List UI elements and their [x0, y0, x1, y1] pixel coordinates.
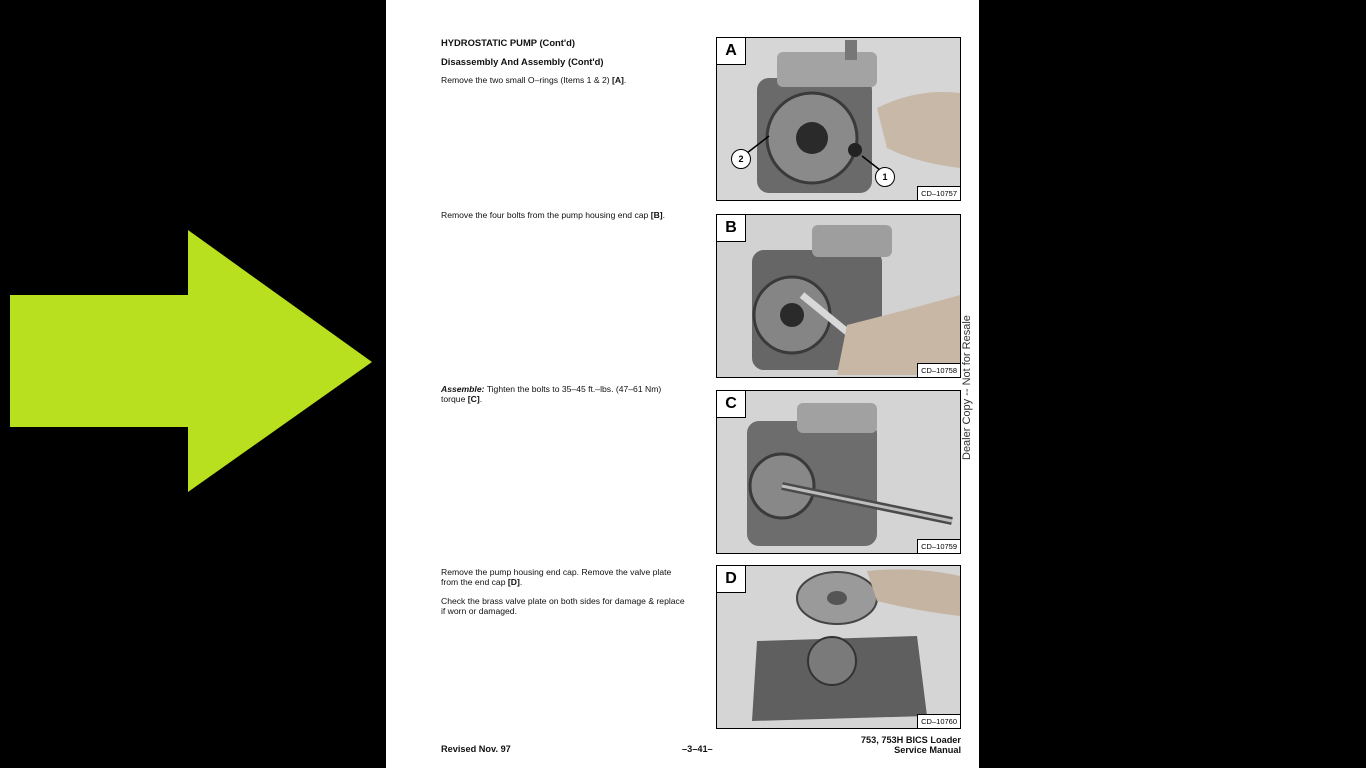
page-number: –3–41– [682, 744, 713, 754]
step-d-text: Remove the pump housing end cap. Remove the valve plate from the end cap [D]. [441, 567, 672, 587]
step-a-text: Remove the two small O–rings (Items 1 & 2) [A]. [441, 75, 627, 85]
callout-1: 1 [875, 167, 895, 187]
pump-photo-b [717, 215, 960, 377]
figure-letter: D [717, 566, 746, 593]
pump-photo-c [717, 391, 960, 553]
figure-code: CD–10758 [917, 363, 960, 377]
figure-letter: A [717, 38, 746, 65]
step-d-check-text: Check the brass valve plate on both sides for damage & replace if worn or damaged. [441, 596, 685, 616]
green-arrow-icon [0, 0, 386, 768]
callout-2: 2 [731, 149, 751, 169]
step-b-text: Remove the four bolts from the pump housing end cap [B]. [441, 210, 666, 220]
section-subtitle: Disassembly And Assembly (Cont'd) [441, 56, 604, 67]
pump-photo-a [717, 38, 960, 200]
figure-letter: C [717, 391, 746, 418]
manual-name: Service Manual [894, 745, 961, 755]
watermark: Dealer Copy -- Not for Resale [961, 315, 973, 460]
section-title: HYDROSTATIC PUMP (Cont'd) [441, 37, 575, 48]
step-c-text: Assemble: Tighten the bolts to 35–45 ft.–lbs. (47–61 Nm) torque [C]. [441, 384, 662, 404]
figure-d [716, 565, 961, 729]
figure-b [716, 214, 961, 378]
figure-c [716, 390, 961, 554]
pump-photo-d [717, 566, 960, 728]
figure-code: CD–10760 [917, 714, 960, 728]
figure-code: CD–10757 [917, 186, 960, 200]
manual-title [861, 735, 961, 755]
figure-code: CD–10759 [917, 539, 960, 553]
figure-letter: B [717, 215, 746, 242]
manual-page [386, 0, 979, 768]
figure-a [716, 37, 961, 201]
revised-date: Revised Nov. 97 [441, 744, 511, 754]
model-name: 753, 753H BICS Loader [860, 735, 961, 745]
